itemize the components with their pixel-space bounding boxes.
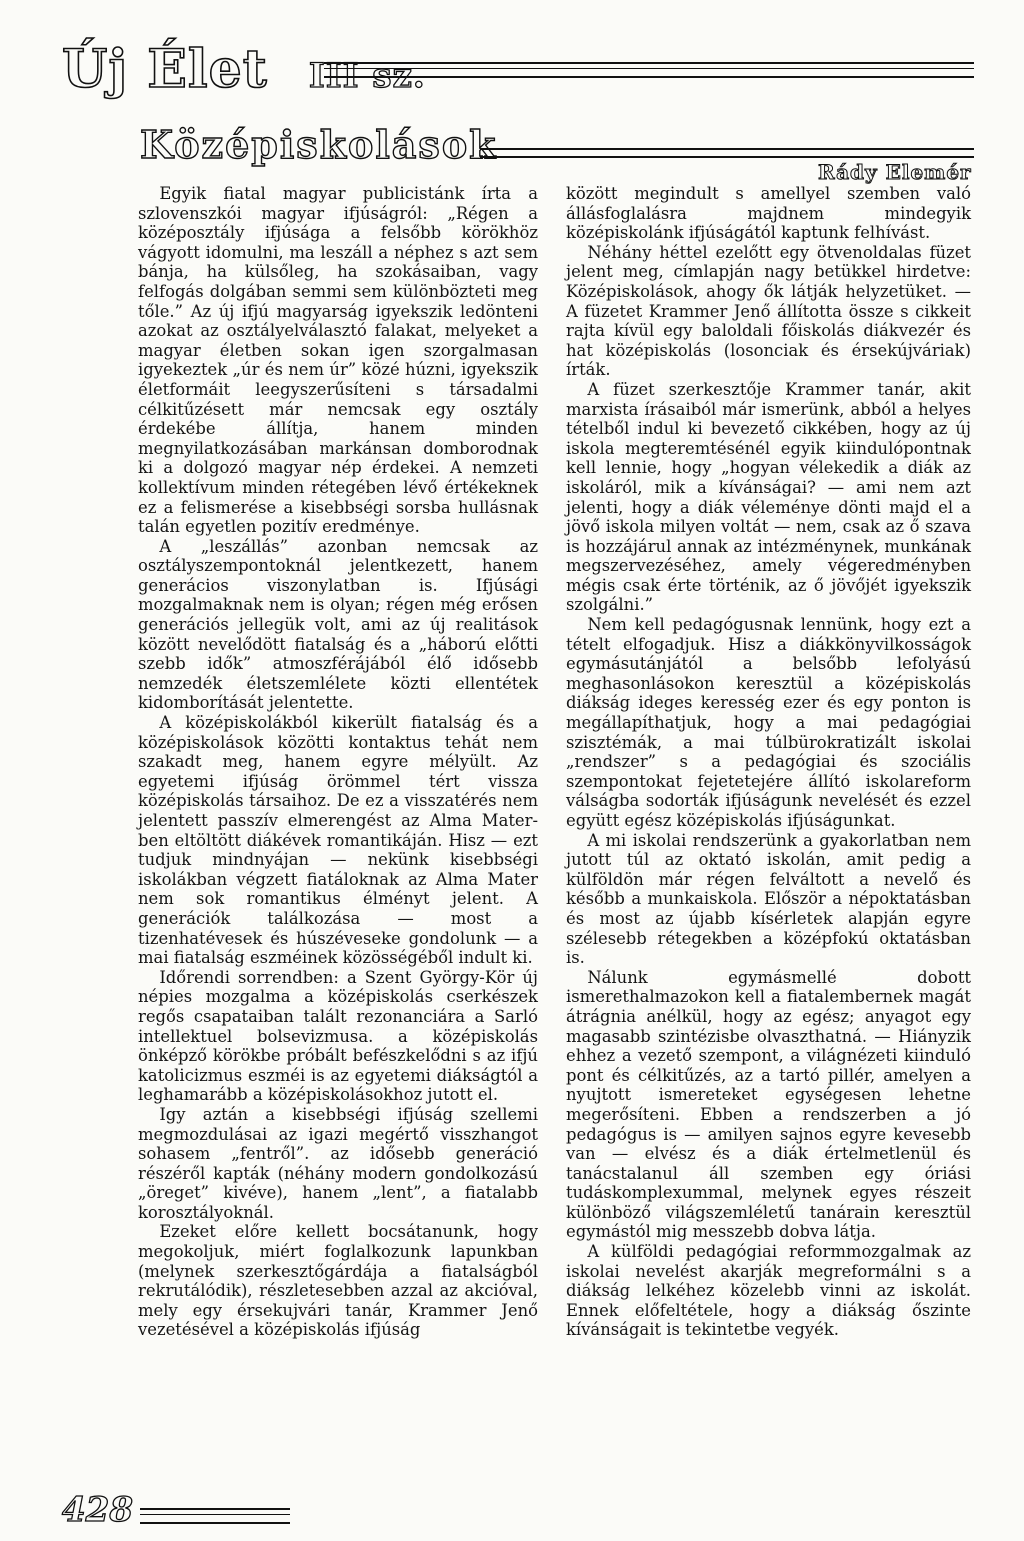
section-title: Középiskolások (140, 122, 498, 167)
paragraph: Időrendi sorrendben: a Szent György-Kör új népies mozgalma a középiskolás cserkészek regős csapataiban talált rezonanciára a Sarló intellektuel bolsevizmusa. a középiskolás önképző körökbe próbált befészkelődni s az ifjú katolicizmus eszméi is az egyetemi diákságtól a leghamarább a középiskolásokhoz jutott el. (138, 967, 538, 1105)
section-rule (480, 148, 974, 158)
paragraph: Nem kell pedagógusnak lennünk, hogy ezt a tételt elfogadjuk. Hisz a diákkönyvilkosságok egymásutánjától a belsőbb lefolyású meghasonlásokon keresztül a középiskolás diákság ideges keresség ezer és egy ponton is megállapíthatjuk, hogy a mai pedagógiai szisztémák, a mai túlbürokratizált iskolai „rendszer” s a pedagógiai és szociális szempontokat fejetetejére állító iskolareform válságba sodorták ifjúságunk nevelését és ezzel együtt egész középiskolás ifjúságunkat. (566, 615, 971, 830)
paragraph: Nálunk egymásmellé dobott ismerethalmazokon kell a fiatalembernek magát átrágnia anélkül, hogy az egész; anyagot egy magasabb szintézisbe olvaszthatná. — Hiányzik ehhez a vezető szempont, a világnézeti kiinduló pont és célkitűzés, az a tartó pillér, amelyen a nyujtott ismereteket egységesen lehetne megerősíteni. Ebben a rendszerben a jó pedagógus is — amilyen sajnos egyre kevesebb van — elvész és a diák értelmetlenül és tanácstalanul áll szemben egy óriási tudáskomplexummal, melynek egyes részeit különböző világszemléletű tanárain keresztül egymástól mig messzebb dobva látja. (566, 967, 971, 1242)
paragraph: A mi iskolai rendszerünk a gyakorlatban nem jutott túl az oktató iskolán, amit pedig a külföldön már régen felváltott a nevelő és később a munkaiskola. Először a népoktatásban és most az újabb kísérletek alapján egyre szélesebb rétegekben a középfokú oktatásban is. (566, 830, 971, 968)
header-rule (324, 62, 974, 78)
page-header (62, 40, 974, 100)
paragraph: A külföldi pedagógiai reformmozgalmak az iskolai nevelést akarják megreformálni s a diákság lelkéhez közelebb vinni az iskolát. Ennek előfeltétele, hogy a diákság őszinte kívánságait is tekintetbe vegyék. (566, 1242, 971, 1340)
right-column (566, 184, 971, 1340)
paragraph: Ezeket előre kellett bocsátanunk, hogy megokoljuk, miért foglalkozunk lapunkban (melynek szerkesztőgárdája a fiatalságból rekrutálódik), részletesebben azzal az akcióval, mely egy érsekujvári tanár, Krammer Jenő vezetésével a középiskolás ifjúság (138, 1222, 538, 1340)
paragraph: között megindult s amellyel szemben való állásfoglalásra majdnem mindegyik középiskolánk ifjúságától kaptunk felhívást. (566, 184, 971, 243)
page-number-text: 428 (62, 1490, 133, 1530)
paragraph: A „leszállás” azonban nemcsak az osztályszempontoknál jelentkezett, hanem generácios viszonylatban is. Ifjúsági mozgalmaknak nem is olyan; régen még erősen generációs jellegük volt, ami az új realitások között nevelődött fiatalság és a „háború előtti szebb idők” atmoszférájából élő idősebb nemzedék életszemlélete közti ellentétek kidomborítását jelentette. (138, 536, 538, 713)
paragraph: Egyik fiatal magyar publicistánk írta a szlovenszkói magyar ifjúságról: „Régen a középosztály ifjúsága a felsőbb körökhöz vágyott idomulni, ma leszáll a néphez s azt sem bánja, ha külsőleg, ha szokásaiban, vagy felfogás dolgában semmi sem különbözteti meg tőle.” Az új ifjú magyarság igyekszik ledönteni azokat az osztályelválasztó falakat, melyeket a magyar életben sokan igen szorgalmasan igyekeztek „úr és nem úr” közé húzni, igyekszik életformáit leegyszerűsíteni s társadalmi célkitűzésett már nemcsak egy osztály érdekébe állítja, hanem minden megnyilatkozásában markánsan domborodnak ki a dolgozó magyar nép érdekei. A nemzeti kollektívum minden rétegében lévő értékeknek ez a felismerése a kisebbségi sorsba hullásnak talán egyetlen pozitív eredménye. (138, 184, 538, 537)
paragraph: Igy aztán a kisebbségi ifjúság szellemi megmozdulásai az igazi megértő visszhangot sohasem „fentről”. az idősebb generáció részéről kapták (néhány modern gondolkozású „öreget” kivéve), hanem „lent”, a fiatalabb korosztályoknál. (138, 1104, 538, 1222)
footer-rule (140, 1508, 290, 1524)
paragraph: A középiskolákból kikerült fiatalság és a középiskolások közötti kontaktus tehát nem szakadt meg, hanem egyre mélyült. Az egyetemi ifjúság örömmel tért vissza középiskolás társaihoz. De ez a visszatérés nem jelentett passzív elmerengést az Alma Mater-ben eltöltött diákévek romantikáján. Hisz — ezt tudjuk mindnyájan — nekünk kisebbségi iskolákban végzett fiatáloknak az Alma Mater nem sok romantikus élményt jelent. A generációk találkozása — most a tizenhatévesek és húszéveseke gondolunk — a mai fiatalság eszméinek közösségéből indult ki. (138, 713, 538, 968)
paragraph: Néhány héttel ezelőtt egy ötvenoldalas füzet jelent meg, címlapján nagy betükkel hirdetve: Középiskolások, ahogy ők látják helyzetüket. — A füzetet Krammer Jenő állította össze s cikkeit rajta kívül egy baloldali főiskolás diákvezér és hat középiskolás (losonciak és érsekújváriak) írták. (566, 242, 971, 380)
magazine-title: Új Élet (62, 39, 268, 100)
left-column (138, 184, 538, 1340)
paragraph: A füzet szerkesztője Krammer tanár, akit marxista írásaiból már ismerünk, abból a helyes tételből indul ki bevezető cikkében, hogy az új iskola megteremtésénél egyik kiindulópontnak kell lennie, hogy „hogyan vélekedik a diák az iskoláról, mik a kívánságai? — ami nem azt jelenti, hogy a diák véleménye dönti majd el a jövő iskola milyen voltát — nem, csak az ő szava is hozzájárul annak az intézménynek, munkának megszervezéséhez, amely végeredményben mégis csak érte történik, az ő jövőjét igyekszik szolgálni.” (566, 379, 971, 615)
issue-number: III sz. (308, 56, 426, 96)
author-name: Rády Elemér (818, 160, 972, 184)
